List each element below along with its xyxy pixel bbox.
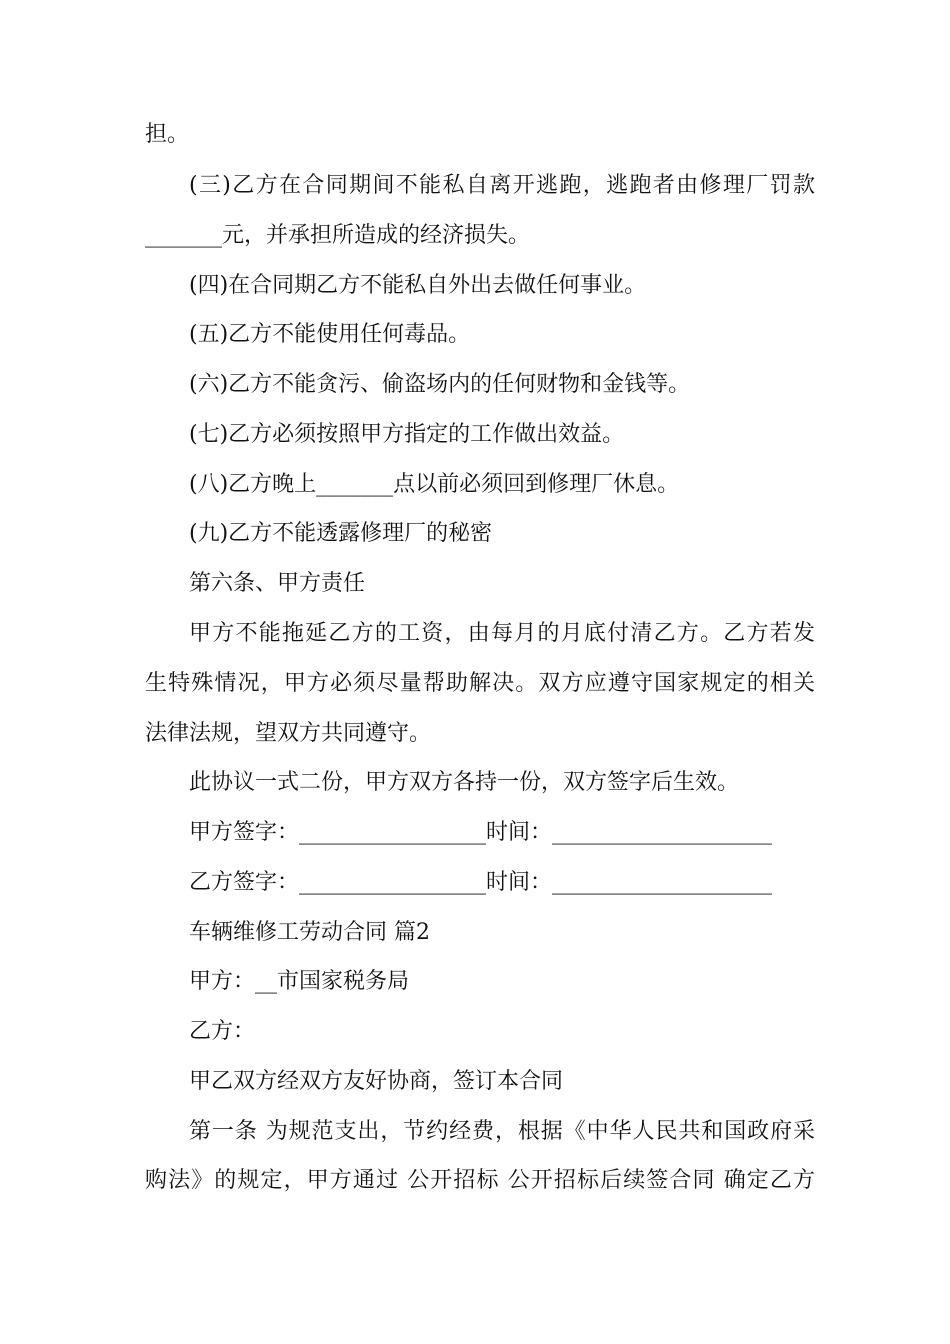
paragraph-line: (六)乙方不能贪污、偷盗场内的任何财物和金钱等。	[189, 372, 691, 397]
signature-line-party-a: 甲方签字：_________________时间：____________________	[189, 820, 773, 845]
party-a-line: 甲方：__市国家税务局	[189, 969, 410, 994]
paragraph-line: 购法》的规定，甲方通过 公开招标 公开招标后续签合同 确定乙方	[145, 1168, 815, 1193]
paragraph-line: _______元，并承担所造成的经济损失。	[145, 223, 531, 248]
paragraph-line: 甲乙双方经双方友好协商，签订本合同	[189, 1069, 564, 1094]
paragraph-line: 法律法规，望双方共同遵守。	[145, 721, 432, 746]
paragraph-line: 甲方不能拖延乙方的工资，由每月的月底付清乙方。乙方若发	[189, 621, 815, 646]
paragraph-line: 第一条 为规范支出，节约经费，根据《中华人民共和国政府采	[189, 1119, 815, 1144]
paragraph-line: (三)乙方在合同期间不能私自离开逃跑，逃跑者由修理厂罚款	[189, 173, 815, 198]
paragraph-line: 担。	[145, 122, 190, 147]
paragraph-line: (五)乙方不能使用任何毒品。	[189, 322, 471, 347]
contract-title: 车辆维修工劳动合同 篇2	[189, 920, 430, 945]
paragraph-line: 生特殊情况，甲方必须尽量帮助解决。双方应遵守国家规定的相关	[145, 671, 815, 696]
paragraph-line: (四)在合同期乙方不能私自外出去做任何事业。	[189, 273, 647, 298]
paragraph-line: 此协议一式二份，甲方双方各持一份，双方签字后生效。	[189, 770, 740, 795]
signature-line-party-b: 乙方签字：_________________时间：____________________	[189, 870, 773, 895]
paragraph-line: (八)乙方晚上_______点以前必须回到修理厂休息。	[189, 472, 680, 497]
paragraph-line: (七)乙方必须按照甲方指定的工作做出效益。	[189, 422, 625, 447]
section-heading: 第六条、甲方责任	[189, 571, 366, 596]
paragraph-line: (九)乙方不能透露修理厂的秘密	[189, 521, 493, 546]
party-b-line: 乙方：	[189, 1019, 256, 1044]
